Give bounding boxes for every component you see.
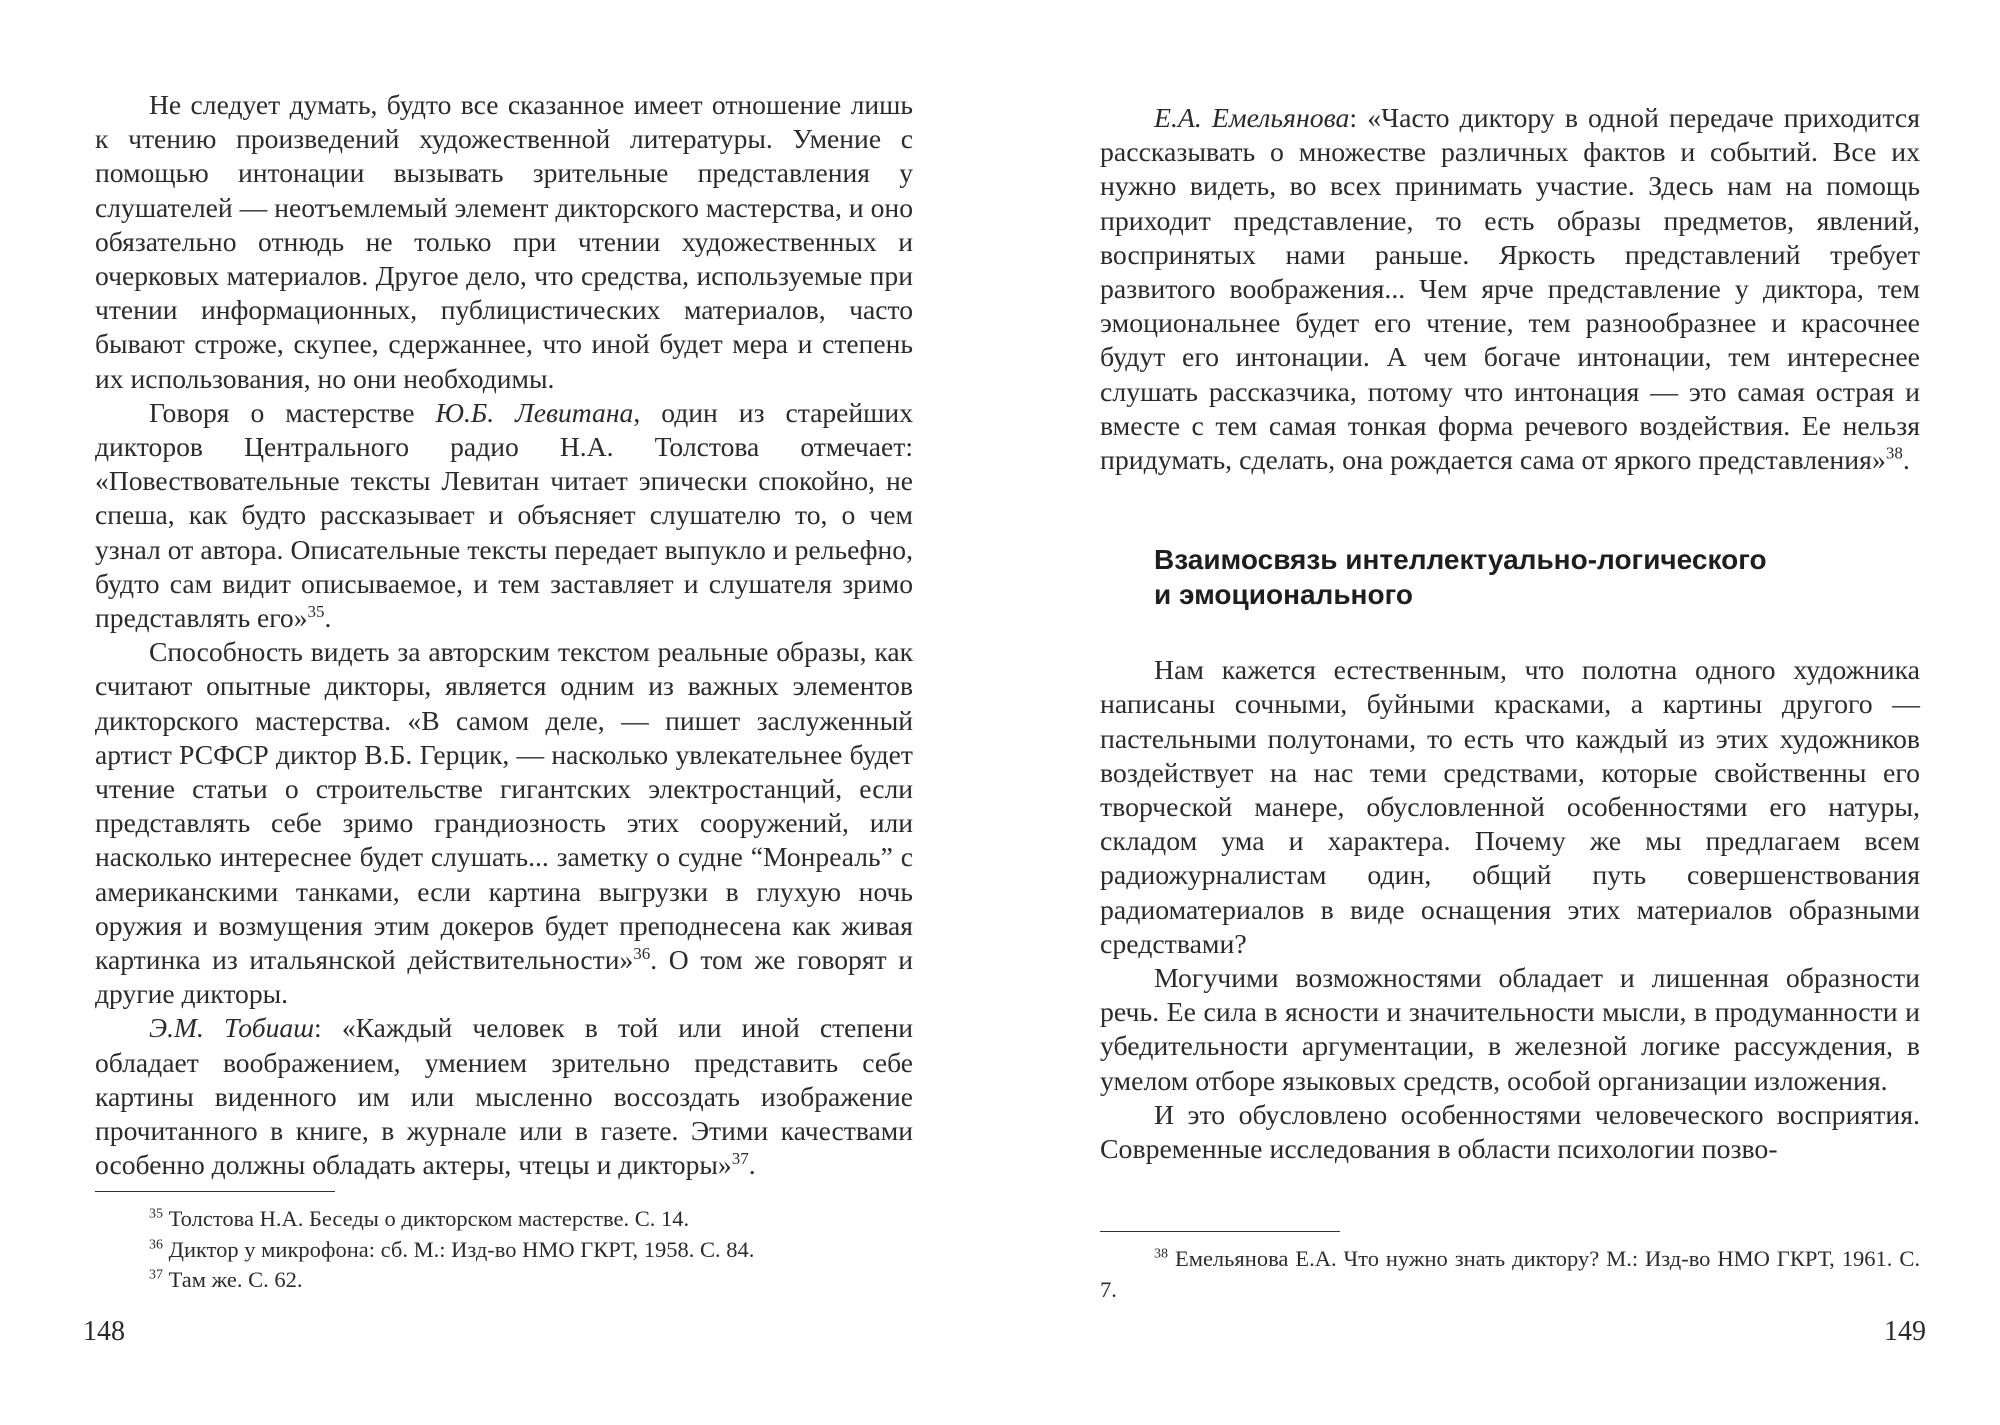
footnote-rule (95, 1191, 335, 1192)
paragraph (1100, 102, 1920, 478)
paragraph-text: . (748, 1149, 756, 1181)
paragraph (95, 88, 913, 396)
paragraph-text: Не следует думать, будто все сказанное имеет отношение лишь к чтению произведений художественной литературы. Умение с помощью интонации вызывать зрительные представления у слушателей — неотъемлемый элемент дикторского мастерства, и оно обязательно отнюдь не только при чтении художественных и очерковых материалов. Другое дело, что средства, используемые при чтении информационных, публицистических материалов, часто бывают строже, скупее, сдержаннее, что иной будет мера и степень их использования, но они необходимы. (95, 89, 913, 394)
right-page (1100, 0, 1926, 1425)
footnote-text: Там же. С. 62. (163, 1267, 303, 1292)
paragraph-text: . (324, 602, 332, 634)
paragraph (1100, 654, 1920, 962)
footnote-number: 35 (149, 1206, 163, 1222)
paragraph (1100, 962, 1920, 1099)
left-page (83, 0, 913, 1425)
left-footnote-list (95, 1204, 913, 1296)
footnote-ref: 36 (633, 943, 651, 963)
paragraph-text: Способность видеть за авторским текстом реальные образы, как считают опытные дикторы, является одним из важных элементов дикторского мастерства. «В самом деле, — пишет заслуженный артист РСФСР диктор В.Б. Герцик, — насколько увлекательнее будет чтение статьи о строительстве гигантских электростанций, если представлять себе зримо грандиозность этих сооружений, или насколько интереснее будет слушать... заметку о судне “Монреаль” с американскими танками, если картина выгрузки в глухую ночь оружия и возмущения этим докеров будет преподнесена как живая картинка из итальянской действительности» (95, 636, 913, 976)
paragraph (95, 396, 913, 635)
footnote (1100, 1244, 1920, 1305)
right-paragraphs-bottom (1100, 654, 1920, 1167)
footnote-ref: 35 (307, 601, 325, 621)
footnote-text: Диктор у микрофона: сб. М.: Изд-во НМО ГКРТ, 1958. С. 84. (163, 1236, 755, 1262)
paragraph-text: Говоря о мастерстве (149, 396, 436, 428)
left-body-text (95, 88, 913, 1183)
footnote-number: 36 (149, 1237, 163, 1252)
page-number-left: 148 (83, 1316, 125, 1347)
paragraph-text: , один из старейших дикторов Центрального радио Н.А. Толстова отмечает: «Повествовательные тексты Левитан читает эпически спокойно, не спеша, как будто рассказывает и объясняет слушателю то, о чем узнал от автора. Описательные тексты передает выпукло и рельефно, будто сам видит описываемое, и тем заставляет и слушателя зримо представлять его» (95, 396, 913, 634)
paragraph-text: Нам кажется естественным, что полотна одного художника написаны сочными, буйными красками, а картины другого — пастельными полутонами, то есть что каждый из этих художников воздействует на нас теми средствами, которые свойственны его творческой манере, обусловленной особенностями его натуры, складом ума и характера. Почему же мы предлагаем всем радиожурналистам один, общий путь совершенствования радиоматериалов в виде оснащения этих материалов образными средствами? (1100, 655, 1920, 960)
italic-name: Е.А. Емельянова (1154, 103, 1350, 134)
paragraph-text: : «Каждый человек в той или иной степени обладает воображением, умением зрительно представить себе картины виденного им или мысленно воссоздать изображение прочитанного в книге, в журнале или в газете. Этими качествами особенно должны обладать актеры, чтецы и дикторы» (95, 1012, 913, 1181)
footnote-text: Толстова Н.А. Беседы о дикторском мастерстве. С. 14. (163, 1206, 690, 1231)
footnote-ref: 38 (1885, 443, 1903, 463)
footnote-number: 38 (1154, 1246, 1168, 1262)
right-footnotes (1100, 1231, 1920, 1305)
section-heading-line-2: и эмоционального (1154, 579, 1413, 611)
paragraph-text: : «Часто диктору в одной передаче приходится рассказывать о множестве различных фактов и событий. Все их нужно видеть, во всех принимать участие. Здесь нам на помощь приходит представление, то есть образы предметов, явлений, воспринятых нами раньше. Яркость представлений требует развитого воображения... Чем ярче представление у диктора, тем эмоциональнее будет его чтение, тем разнообразнее и красочнее будут его интонации. А чем богаче интонации, тем интереснее слушать рассказчика, потому что интонация — это самая острая и вместе с тем самая тонкая форма речевого воздействия. Ее нельзя придумать, сделать, она рождается сама от яркого представления» (1100, 103, 1920, 477)
section-heading-line-1: Взаимосвязь интеллектуально-логического (1154, 544, 1767, 576)
right-footnote-list (1100, 1244, 1920, 1305)
footnote-text: Емельянова Е.А. Что нужно знать диктору? М.: Изд-во НМО ГКРТ, 1961. С. 7. (1100, 1246, 1920, 1302)
italic-name: Ю.Б. Левитана (435, 396, 634, 428)
footnote (95, 1235, 913, 1266)
paragraph (95, 635, 913, 1011)
paragraph (95, 1011, 913, 1182)
footnote-rule (1100, 1231, 1340, 1232)
page-number-right: 149 (1884, 1316, 1926, 1347)
right-body-text (1100, 102, 1920, 1167)
footnote (95, 1204, 913, 1235)
paragraph-text: И это обусловлено особенностями человеческого восприятия. Современные исследования в области психологии позво- (1100, 1099, 1920, 1166)
paragraph (1100, 1099, 1920, 1167)
section-heading (1154, 542, 1920, 612)
paragraph-text: . О том же говорят и другие дикторы. (95, 944, 913, 1010)
footnote-ref: 37 (731, 1149, 749, 1169)
left-footnotes (95, 1191, 913, 1296)
paragraph-text: . (1902, 445, 1910, 477)
footnote (95, 1265, 913, 1296)
footnote-number: 37 (149, 1267, 163, 1283)
italic-name: Э.М. Тобиаш (149, 1012, 315, 1044)
right-paragraphs-top (1100, 102, 1920, 478)
paragraph-text: Могучими возможностями обладает и лишенная образности речь. Ее сила в ясности и значительности мысли, в продуманности и убедительности аргументации, в железной логике рассуждения, в умелом отборе языковых средств, особой организации изложения. (1100, 963, 1920, 1097)
